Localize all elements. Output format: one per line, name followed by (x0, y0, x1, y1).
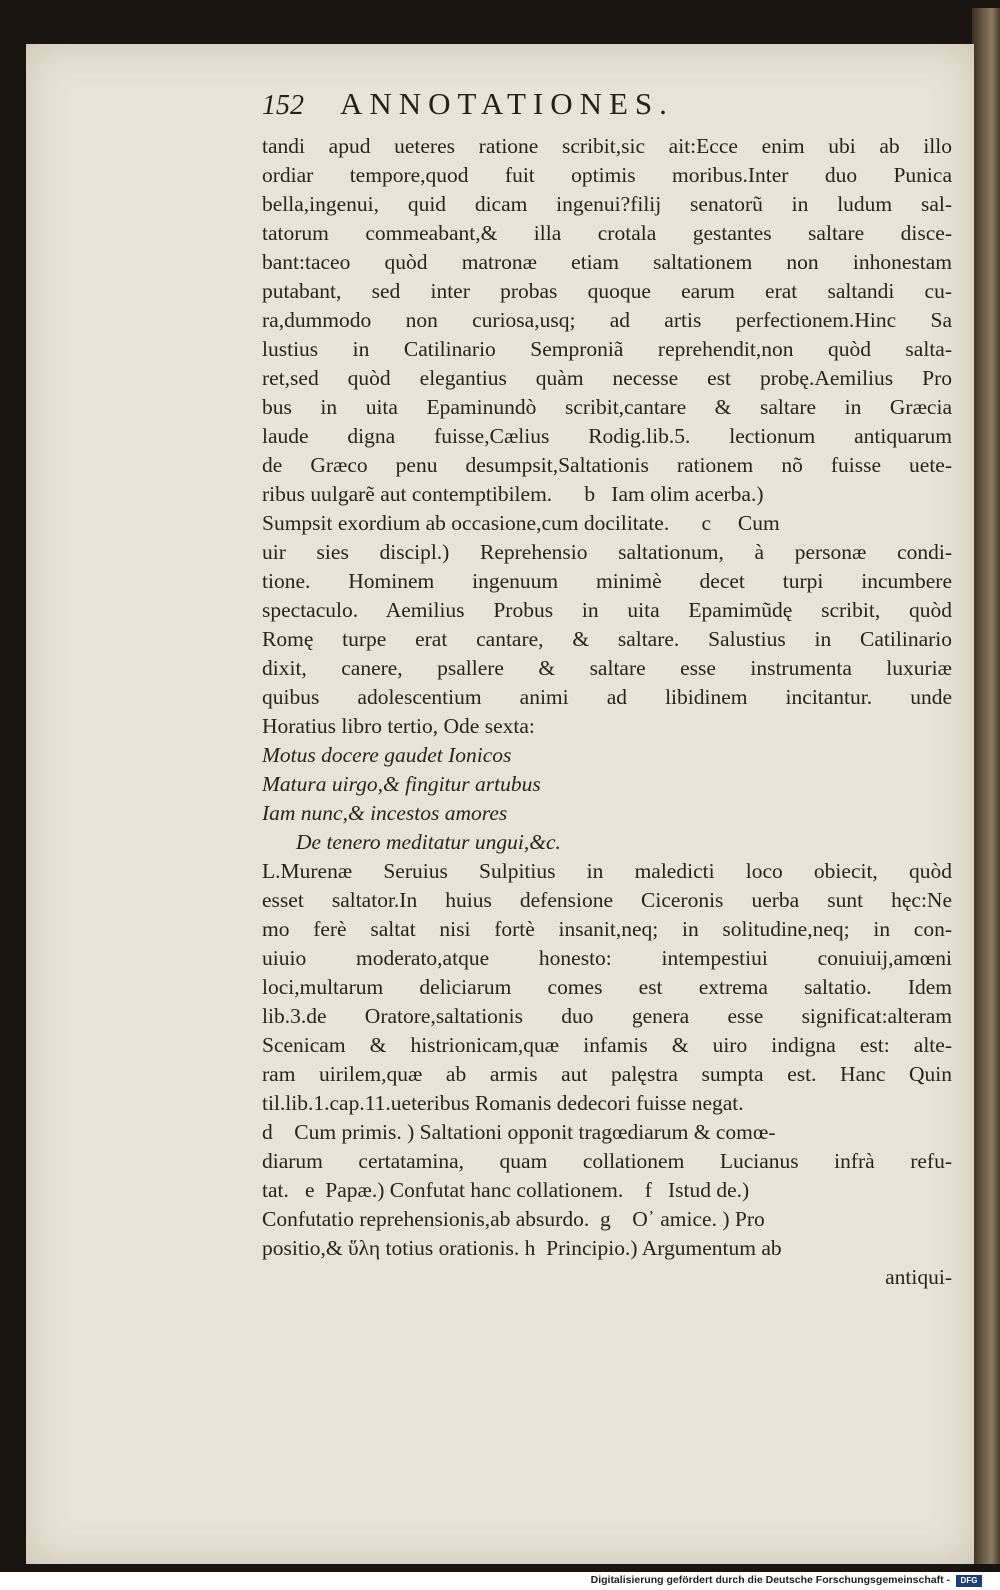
page-number: 152 (262, 90, 304, 121)
text-line: lib.3.de Oratore,saltationis duo genera esse significat:alteram (262, 1004, 952, 1028)
text-line: de Græco penu desumpsit,Saltationis rationem nõ fuisse uete- (262, 453, 952, 477)
text-line: bus in uita Epaminundò scribit,cantare & saltare in Græcia (262, 395, 952, 419)
text-line: Horatius libro tertio, Ode sexta: (262, 714, 535, 738)
text-line: tatorum commeabant,& illa crotala gestantes saltare disce- (262, 221, 952, 245)
text-line: diarum certatamina, quam collationem Lucianus infrà refu- (262, 1149, 952, 1173)
verse-line: De tenero meditatur ungui,&c. (296, 830, 561, 854)
footer-credit: Digitalisierung gefördert durch die Deutsche Forschungsgemeinschaft - (590, 1574, 950, 1586)
text-line: tandi apud ueteres ratione scribit,sic ait:Ecce enim ubi ab illo (262, 134, 952, 158)
text-line: Romę turpe erat cantare, & saltare. Salustius in Catilinario (262, 627, 952, 651)
text-line: tione. Hominem ingenuum minimè decet turpi incumbere (262, 569, 952, 593)
dfg-logo-icon: DFG (956, 1575, 982, 1587)
text-line: lustius in Catilinario Semproniã reprehendit,non quòd salta- (262, 337, 952, 361)
text-line: putabant, sed inter probas quoque earum erat saltandi cu- (262, 279, 952, 303)
verse-line: Matura uirgo,& fingitur artubus (262, 772, 541, 796)
text-line: Sumpsit exordium ab occasione,cum docilitate. c Cum (262, 511, 780, 535)
text-line: uir sies discipl.) Reprehensio saltationum, à personæ condi- (262, 540, 952, 564)
text-line: esset saltator.In huius defensione Ciceronis uerba sunt hęc:Ne (262, 888, 952, 912)
text-line: laude digna fuisse,Cælius Rodig.lib.5. lectionum antiquarum (262, 424, 952, 448)
text-line: mo ferè saltat nisi fortè insanit,neq; in solitudine,neq; in con- (262, 917, 952, 941)
book-edge (972, 8, 1000, 1564)
text-line: tat. e Papæ.) Confutat hanc collationem. f Istud de.) (262, 1178, 750, 1202)
text-line: spectaculo. Aemilius Probus in uita Epamimũdę scribit, quòd (262, 598, 952, 622)
text-line: quibus adolescentium animi ad libidinem incitantur. unde (262, 685, 952, 709)
text-line: Scenicam & histrionicam,quæ infamis & uiro indigna est: alte- (262, 1033, 952, 1057)
verse-line: Iam nunc,& incestos amores (262, 801, 508, 825)
text-line: bant:taceo quòd matronæ etiam saltationem non inhonestam (262, 250, 952, 274)
catchword: antiqui- (885, 1265, 952, 1289)
text-line: L.Murenæ Seruius Sulpitius in maledicti loco obiecit, quòd (262, 859, 952, 883)
text-line: bella,ingenui, quid dicam ingenui?filij senatorũ in ludum sal- (262, 192, 952, 216)
text-line: ribus uulgarẽ aut contemptibilem. b Iam olim acerba.) (262, 482, 764, 506)
text-line: Confutatio reprehensionis,ab absurdo. g O᾽ amice. ) Pro (262, 1207, 765, 1231)
digitization-footer (0, 1572, 1000, 1590)
text-line: d Cum primis. ) Saltationi opponit tragœdiarum & comœ- (262, 1120, 776, 1144)
text-line: dixit, canere, psallere & saltare esse instrumenta luxuriæ (262, 656, 952, 680)
text-line: ra,dummodo non curiosa,usq; ad artis perfectionem.Hinc Sa (262, 308, 952, 332)
page-header (262, 86, 952, 126)
text-line: ret,sed quòd elegantius quàm necesse est probę.Aemilius Pro (262, 366, 952, 390)
text-line: ordiar tempore,quod fuit optimis moribus.Inter duo Punica (262, 163, 952, 187)
text-line: positio,& ὕλη totius orationis. h Principio.) Argumentum ab (262, 1236, 782, 1260)
text-line: til.lib.1.cap.11.ueteribus Romanis dedecori fuisse negat. (262, 1091, 744, 1115)
running-head: ANNOTATIONES. (340, 86, 674, 121)
verse-line: Motus docere gaudet Ionicos (262, 743, 512, 767)
text-line: uiuio moderato,atque honesto: intempestiui conuiuij,amœni (262, 946, 952, 970)
text-block (262, 132, 952, 1292)
text-line: ram uirilem,quæ ab armis aut palęstra sumpta est. Hanc Quin (262, 1062, 952, 1086)
text-line: loci,multarum deliciarum comes est extrema saltatio. Idem (262, 975, 952, 999)
